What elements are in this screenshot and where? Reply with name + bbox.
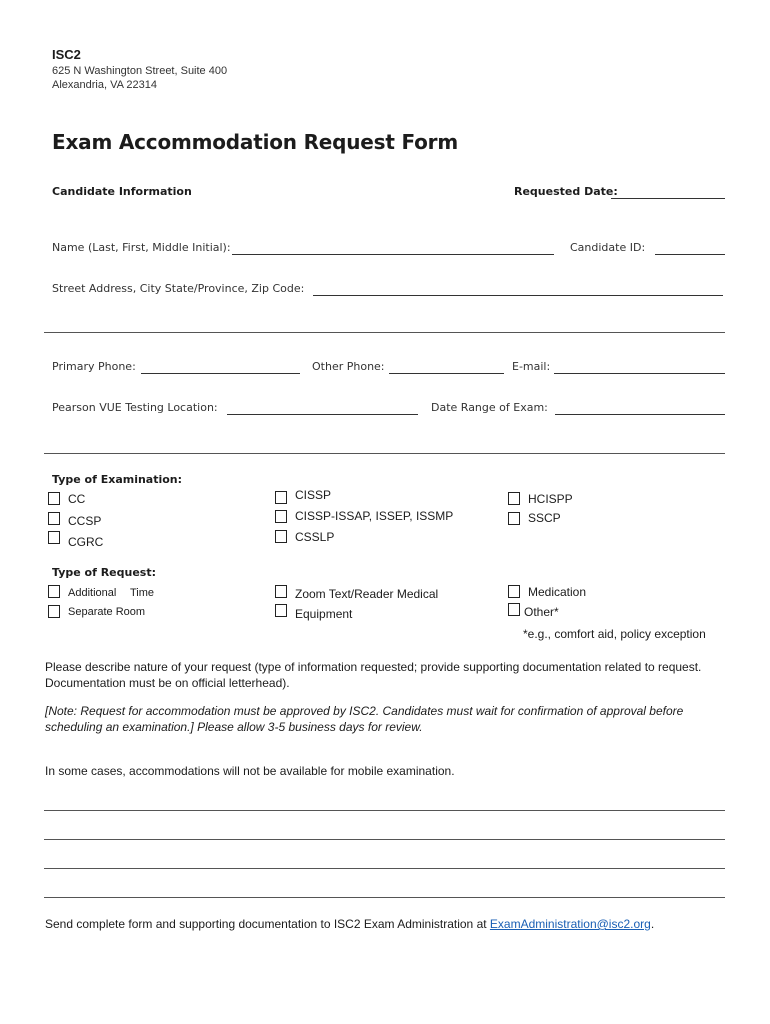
exam-type-label: Type of Examination:: [52, 473, 183, 486]
describe-instructions: Please describe nature of your request (type of information requested; provide supporting documentation related to request. Documentation must be on official letterhead).: [45, 660, 702, 690]
option-separate-room: Separate Room: [68, 606, 146, 618]
candidate-id-field[interactable]: [655, 254, 725, 255]
address-line-2: Alexandria, VA 22314: [52, 79, 157, 91]
option-cissp: CISSP: [295, 488, 332, 502]
checkbox-other[interactable]: [508, 603, 520, 616]
address-line-1: 625 N Washington Street, Suite 400: [52, 65, 228, 77]
checkbox-medication[interactable]: [508, 585, 520, 598]
candidate-id-label: Candidate ID:: [570, 241, 646, 254]
other-footnote: *e.g., comfort aid, policy exception: [523, 627, 706, 641]
email-field[interactable]: [554, 373, 725, 374]
primary-phone-label: Primary Phone:: [52, 360, 136, 373]
option-cissp-concentrations: CISSP-ISSAP, ISSEP, ISSMP: [295, 509, 454, 523]
approval-note: [Note: Request for accommodation must be approved by ISC2. Candidates must wait for confirmation of approval before scheduling an examination.] Please allow 3-5 business days for review.: [45, 704, 684, 734]
checkbox-csslp[interactable]: [275, 530, 287, 543]
email-label: E-mail:: [512, 360, 551, 373]
street-field[interactable]: [313, 295, 723, 296]
street-label: Street Address, City State/Province, Zip Code:: [52, 282, 305, 295]
org-name: ISC2: [52, 47, 81, 62]
checkbox-sscp[interactable]: [508, 512, 520, 525]
checkbox-additional-time[interactable]: [48, 585, 60, 598]
response-line-2[interactable]: [44, 839, 725, 840]
checkbox-cissp-concentrations[interactable]: [275, 510, 287, 523]
testing-location-field[interactable]: [227, 414, 418, 415]
other-phone-field[interactable]: [389, 373, 504, 374]
checkbox-zoom-text-reader[interactable]: [275, 585, 287, 598]
checkbox-separate-room[interactable]: [48, 605, 60, 618]
checkbox-medical-equipment[interactable]: [275, 604, 287, 617]
name-field[interactable]: [232, 254, 554, 255]
option-cgrc: CGRC: [68, 535, 104, 549]
option-equipment: Equipment: [295, 607, 353, 621]
option-hcispp: HCISPP: [528, 492, 573, 506]
option-zoom-text-reader: Zoom Text/Reader Medical: [295, 587, 439, 601]
checkbox-cc[interactable]: [48, 492, 60, 505]
option-additional: Additional: [68, 587, 117, 599]
response-line-1[interactable]: [44, 810, 725, 811]
date-range-label: Date Range of Exam:: [431, 401, 548, 414]
divider: [44, 453, 725, 454]
response-line-3[interactable]: [44, 868, 725, 869]
response-line-4[interactable]: [44, 897, 725, 898]
other-phone-label: Other Phone:: [312, 360, 385, 373]
primary-phone-field[interactable]: [141, 373, 300, 374]
option-csslp: CSSLP: [295, 530, 335, 544]
checkbox-cissp[interactable]: [275, 491, 287, 504]
date-range-field[interactable]: [555, 414, 725, 415]
option-time: Time: [130, 587, 155, 599]
option-sscp: SSCP: [528, 511, 561, 525]
option-other: Other*: [524, 605, 559, 619]
exam-admin-email-link[interactable]: ExamAdministration@isc2.org: [489, 917, 651, 931]
checkbox-ccsp[interactable]: [48, 512, 60, 525]
footer-text: [45, 917, 654, 931]
option-cc: CC: [68, 492, 86, 506]
option-medication: Medication: [528, 585, 587, 599]
divider: [44, 332, 725, 333]
page-title: Exam Accommodation Request Form: [52, 130, 458, 154]
footer-period: .: [650, 917, 655, 931]
checkbox-cgrc[interactable]: [48, 531, 60, 544]
testing-location-label: Pearson VUE Testing Location:: [52, 401, 218, 414]
requested-date-field[interactable]: [611, 198, 725, 199]
candidate-section-label: Candidate Information: [52, 185, 192, 198]
requested-date-label: Requested Date:: [514, 185, 618, 198]
checkbox-hcispp[interactable]: [508, 492, 520, 505]
footer-instructions: Send complete form and supporting documentation to ISC2 Exam Administration at: [45, 917, 490, 931]
mobile-note: In some cases, accommodations will not be available for mobile examination.: [45, 764, 455, 778]
request-type-label: Type of Request:: [52, 566, 157, 579]
name-label: Name (Last, First, Middle Initial):: [52, 241, 231, 254]
option-ccsp: CCSP: [68, 514, 102, 528]
